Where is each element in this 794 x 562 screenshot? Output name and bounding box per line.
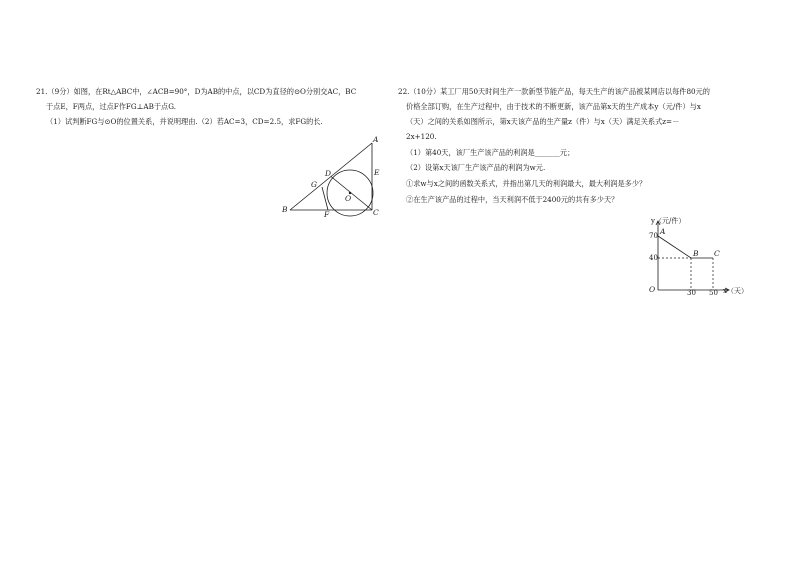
q22-line-6: （2）设第x天该厂生产该产品的利润为w元. (406, 163, 546, 172)
label-F: F (324, 210, 330, 219)
origin-label: O (649, 285, 656, 294)
x-axis-label: x（天） (723, 287, 748, 295)
q22-line-5: （1）第40天，该厂生产该产品的利润是_______元； (406, 148, 575, 157)
label-G: G (311, 180, 317, 189)
graph-point-C: C (714, 249, 720, 258)
q22-line-4: 2x+120. (406, 132, 437, 141)
q21-line-2: 于点E，F两点，过点F作FG⊥AB于点G. (46, 102, 177, 111)
graph-point-A: A (660, 227, 666, 236)
label-O: O (345, 194, 352, 203)
cost-line (658, 236, 713, 258)
label-B: B (282, 205, 288, 214)
q22-line-8: ②在生产该产品的过程中，当天利润不低于2400元的共有多少天？ (406, 195, 619, 204)
q22-line-1: 22.（10分）某工厂用50天时间生产一款新型节能产品，每天生产的该产品被某网店以每件80元的 (398, 87, 710, 96)
x-tick-30: 30 (687, 289, 696, 297)
q21-line-1: 21.（9分）如图，在Rt△ABC中，∠ACB=90°，D为AB的中点，以CD为直径的⊙O分别交AC，BC (36, 87, 357, 96)
y-tick-70: 70 (649, 232, 658, 240)
graph-point-B: B (693, 249, 699, 258)
label-A: A (373, 135, 379, 144)
x-tick-50: 50 (709, 289, 718, 297)
q22-line-2: 价格全部订购，在生产过程中，由于技术的不断更新，该产品第x天的生产成本y（元/件）与x (406, 102, 701, 111)
q22-line-3: （天）之间的关系如图所示，第x天该产品的生产量z（件）与x（天）满足关系式z=－ (406, 117, 680, 126)
label-E: E (374, 168, 380, 177)
y-tick-40: 40 (649, 254, 658, 262)
label-D: D (325, 169, 332, 178)
q22-line-7: ①求w与x之间的函数关系式，并指出第几天的利润最大，最大利润是多少？ (406, 179, 647, 188)
label-C: C (373, 208, 379, 217)
q21-line-3: （1）试判断FG与⊙O的位置关系，并说明理由.（2）若AC=3，CD=2.5，求FG的长. (46, 117, 323, 126)
y-axis-label: y（元/件） (651, 217, 686, 225)
